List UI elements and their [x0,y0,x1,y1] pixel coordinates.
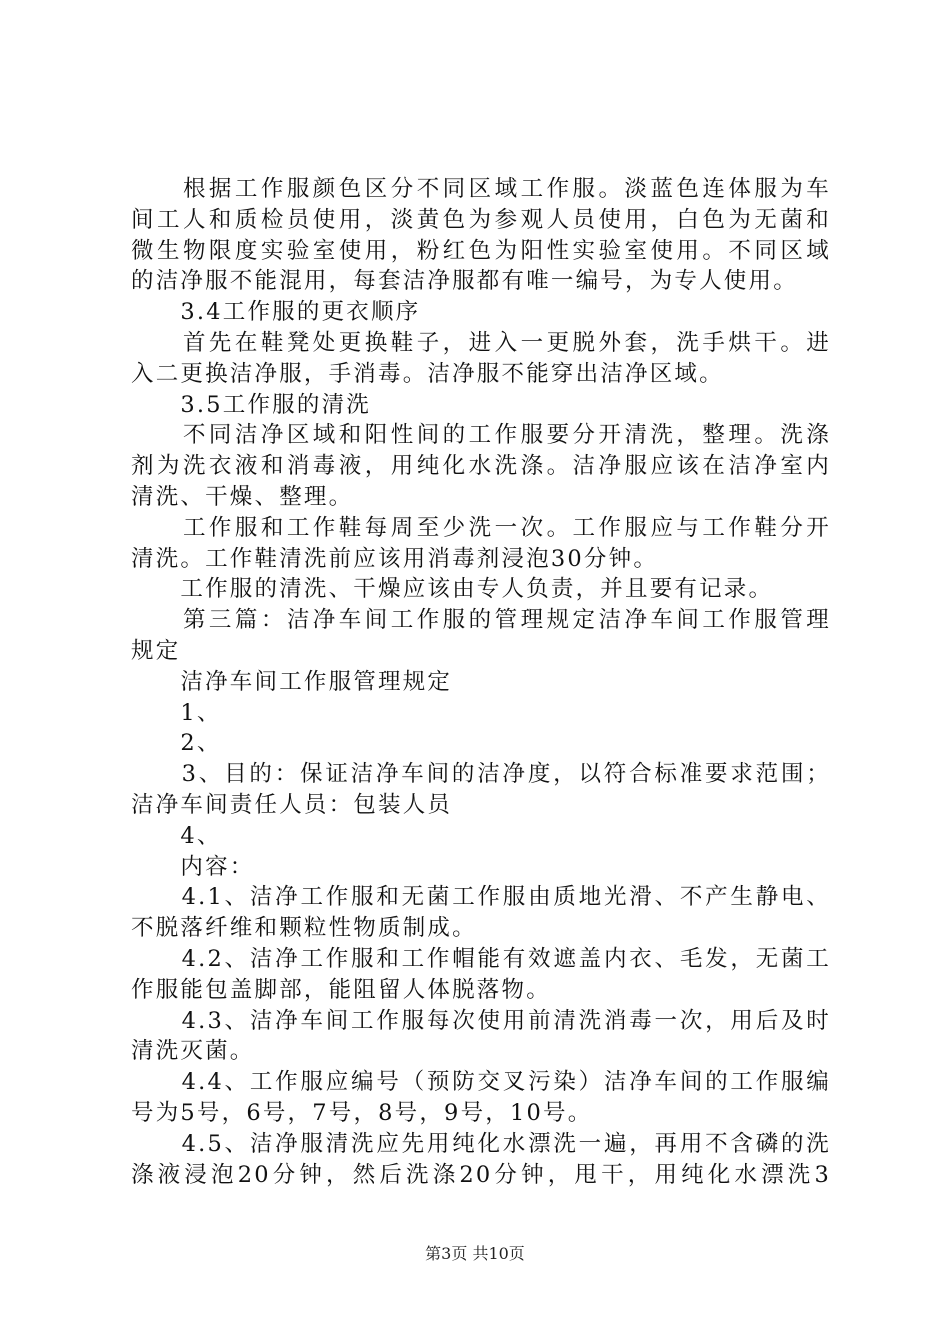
text-line: 4.3、洁净车间工作服每次使用前清洗消毒一次，用后及时 [131,1007,831,1034]
text-line: 4.2、洁净工作服和工作帽能有效遮盖内衣、毛发，无菌工 [131,946,831,972]
text-line: 清洗。工作鞋清洗前应该用消毒剂浸泡30分钟。 [131,545,659,572]
text-line: 3、目的：保证洁净车间的洁净度，以符合标准要求范围； [131,761,831,788]
text-line: 工作服和工作鞋每周至少洗一次。工作服应与工作鞋分开 [131,514,831,541]
text-line: 作服能包盖脚部，能阻留人体脱落物。 [131,976,551,1003]
text-line: 剂为洗衣液和消毒液，用纯化水洗涤。洁净服应该在洁净室内 [131,453,831,480]
text-line: 根据工作服颜色区分不同区域工作服。淡蓝色连体服为车 [131,176,831,202]
text-line: 涤液浸泡20分钟，然后洗涤20分钟，甩干，用纯化水漂洗3 [131,1161,831,1188]
text-line: 内容： [131,853,255,880]
text-line: 的洁净服不能混用，每套洁净服都有唯一编号，为专人使用。 [131,268,798,295]
text-line: 微生物限度实验室使用，粉红色为阳性实验室使用。不同区域 [131,237,831,264]
text-line: 第三篇：洁净车间工作服的管理规定洁净车间工作服管理 [131,607,831,634]
text-line: 不同洁净区域和阳性间的工作服要分开清洗，整理。洗涤 [131,422,831,449]
text-line: 工作服的清洗、干燥应该由专人负责，并且要有记录。 [131,576,774,603]
text-line: 间工人和质检员使用，淡黄色为参观人员使用，白色为无菌和 [131,206,831,233]
text-line: 4、 [131,822,222,849]
text-line: 清洗灭菌。 [131,1038,255,1065]
text-line: 3.4工作服的更衣顺序 [131,299,421,326]
text-line: 入二更换洁净服，手消毒。洁净服不能穿出洁净区域。 [131,360,724,387]
text-line: 2、 [131,730,222,757]
text-line: 洁净车间责任人员：包装人员 [131,792,453,818]
text-line: 4.5、洁净服清洗应先用纯化水漂洗一遍，再用不含磷的洗 [131,1130,831,1157]
text-line: 4.4、工作服应编号（预防交叉污染）洁净车间的工作服编 [131,1069,831,1096]
text-line: 不脱落纤维和颗粒性物质制成。 [131,915,477,942]
text-line: 4.1、洁净工作服和无菌工作服由质地光滑、不产生静电、 [131,884,831,911]
text-line: 规定 [131,638,181,664]
text-line: 号为5号，6号，7号，8号，9号，10号。 [131,1100,593,1126]
page-footer: 第3页 共10页 [425,1244,525,1263]
text-line: 首先在鞋凳处更换鞋子，进入一更脱外套，洗手烘干。进 [131,330,831,356]
text-line: 清洗、干燥、整理。 [131,484,354,510]
text-line: 3.5工作服的清洗 [131,391,371,418]
text-line: 洁净车间工作服管理规定 [131,668,453,695]
text-line: 1、 [131,699,222,726]
